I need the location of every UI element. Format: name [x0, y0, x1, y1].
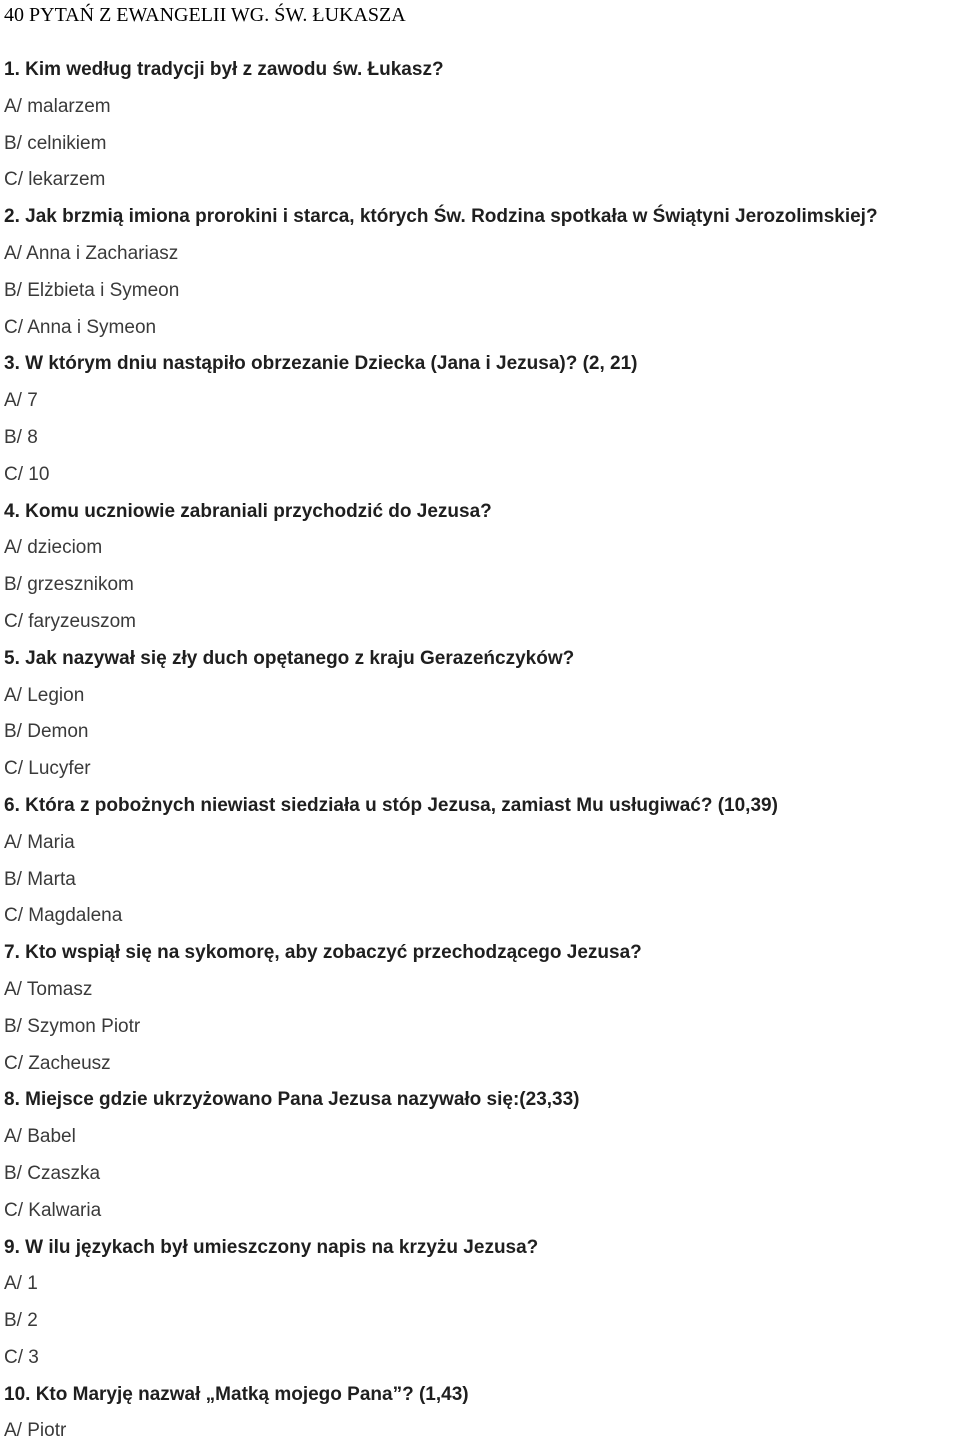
question-text: 9. W ilu językach był umieszczony napis na krzyżu Jezusa? [4, 1236, 539, 1258]
question-block [4, 641, 954, 788]
answer-option: B/ 8 [4, 426, 38, 448]
question-block [4, 1230, 954, 1377]
answer-option: C/ lekarzem [4, 169, 106, 191]
question-text: 10. Kto Maryję nazwał „Matką mojego Pana”? (1,43) [4, 1383, 469, 1405]
question-text: 8. Miejsce gdzie ukrzyżowano Pana Jezusa nazywało się:(23,33) [4, 1089, 580, 1111]
answer-option: A/ Legion [4, 684, 85, 706]
answer-option: A/ Piotr [4, 1420, 67, 1442]
answer-option: A/ Maria [4, 831, 75, 853]
answer-option: A/ 7 [4, 390, 38, 412]
answer-option: C/ 10 [4, 463, 50, 485]
answer-option: C/ Zacheusz [4, 1052, 111, 1074]
answer-option: A/ Babel [4, 1126, 76, 1148]
answer-option: B/ celnikiem [4, 132, 107, 154]
answer-option: A/ Tomasz [4, 978, 93, 1000]
answer-option: B/ grzesznikom [4, 574, 134, 596]
question-text: 1. Kim według tradycji był z zawodu św. Łukasz? [4, 59, 444, 80]
answer-option: B/ Marta [4, 868, 76, 890]
answer-option: A/ malarzem [4, 95, 111, 117]
answer-option: C/ 3 [4, 1346, 39, 1368]
answer-option: C/ Lucyfer [4, 758, 91, 780]
question-text: 6. Która z pobożnych niewiast siedziała u stóp Jezusa, zamiast Mu usługiwać? (10,39) [4, 794, 778, 816]
answer-option: C/ faryzeuszom [4, 610, 136, 632]
question-block [4, 52, 954, 199]
question-block [4, 935, 954, 1082]
answer-option: B/ Czaszka [4, 1162, 101, 1184]
question-block [4, 1377, 954, 1450]
question-list [4, 52, 954, 1450]
question-block [4, 199, 954, 346]
question-text: 2. Jak brzmią imiona prorokini i starca, których Św. Rodzina spotkała w Świątyni Jerozolimskiej? [4, 206, 878, 228]
answer-option: B/ Demon [4, 721, 89, 743]
answer-option: C/ Magdalena [4, 905, 123, 927]
answer-option: A/ dzieciom [4, 537, 103, 559]
question-text: 4. Komu uczniowie zabraniali przychodzić do Jezusa? [4, 500, 492, 522]
answer-option: A/ Anna i Zachariasz [4, 242, 179, 264]
document-title: 40 PYTAŃ Z EWANGELII WG. ŚW. ŁUKASZA [4, 4, 406, 26]
question-block [4, 494, 954, 641]
question-block [4, 346, 954, 493]
answer-option: B/ Szymon Piotr [4, 1015, 141, 1037]
answer-option: A/ 1 [4, 1273, 38, 1295]
question-block [4, 1082, 954, 1229]
question-text: 3. W którym dniu nastąpiło obrzezanie Dziecka (Jana i Jezusa)? (2, 21) [4, 353, 638, 375]
answer-option: B/ Elżbieta i Symeon [4, 279, 180, 301]
answer-option: C/ Anna i Symeon [4, 316, 157, 338]
question-text: 7. Kto wspiął się na sykomorę, aby zobaczyć przechodzącego Jezusa? [4, 942, 642, 964]
question-text: 5. Jak nazywał się zły duch opętanego z kraju Gerazeńczyków? [4, 647, 575, 669]
answer-option: B/ 2 [4, 1310, 38, 1332]
answer-option: C/ Kalwaria [4, 1199, 102, 1221]
question-block [4, 788, 954, 935]
